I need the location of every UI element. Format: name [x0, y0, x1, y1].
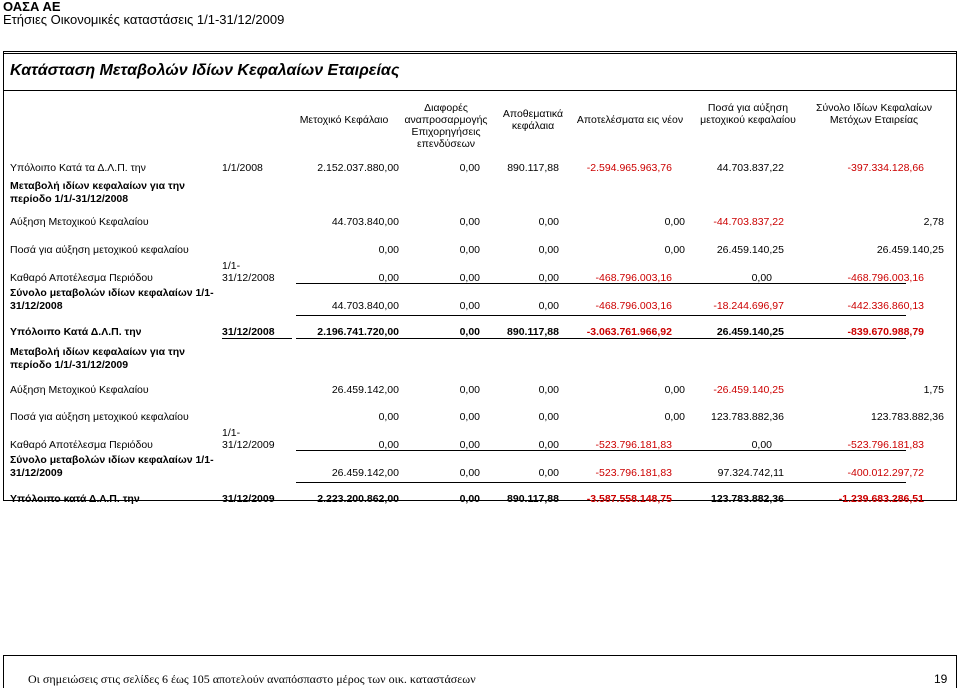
document-subtitle: Ετήσιες Οικονομικές καταστάσεις 1/1-31/12/2009: [3, 12, 285, 27]
document-header: [3, 0, 284, 26]
col-header-reserves: Αποθεματικά κεφάλαια: [502, 108, 564, 132]
col-header-share-capital: Μετοχικό Κεφάλαιο: [299, 114, 389, 126]
footer-note: Οι σημειώσεις στις σελίδες 6 έως 105 αποτελούν αναπόσπαστο μέρος των οικ. καταστάσεων: [28, 672, 476, 686]
col-header-total-equity: Σύνολο Ιδίων Κεφαλαίων Μετόχων Εταιρείας: [816, 102, 932, 126]
col-header-revaluation: Διαφορές αναπροσαρμογής Επιχορηγήσεις επενδύσεων: [404, 102, 488, 150]
col-header-retained-earnings: Αποτελέσματα εις νέον: [576, 114, 684, 126]
col-header-capital-increase: Ποσά για αύξηση μετοχικού κεφαλαίου: [700, 102, 796, 126]
statement-title: Κατάσταση Μεταβολών Ιδίων Κεφαλαίων Εταιρείας: [10, 62, 400, 79]
page-number: 19: [934, 672, 948, 686]
company-name: ΟΑΣΑ ΑΕ: [3, 0, 61, 14]
statement-table: Κατάσταση Μεταβολών Ιδίων Κεφαλαίων Εταιρείας Μετοχικό Κεφάλαιο Διαφορές αναπροσαρμογής Επιχορηγήσεις επενδύσεων Αποθεματικά κεφάλαια Αποτελέσματα εις νέον Ποσά για αύξηση μετοχικού κεφαλαίου Σύνολο Ιδίων Κεφαλαίων Μετόχων Εταιρείας Υπόλοιπο Κατά τα Δ.Λ.Π. την 1/1/2008 2.152.037.880,00 0,00 890.117,88 -2.594.965.963,76 44.703.837,22 -397.334.128,66 Μεταβολή ιδίων κεφαλαίων για την περίοδο 1/1/-31/12/2008 Αύξηση Μετοχικού Κεφαλαίου 44.703.840,00 0,00 0,00 0,00 -44.703.837,22 2,78 Ποσά για αύξηση μετοχικού κεφαλαίου 0,00 0,00 0,00 0,00 26.459.140,25 26.459.140,25 Καθαρό Αποτέλεσμα Περιόδου 1/1-31/12/2008 0,00 0,00 0,00 -468.796.003,16 0,00 -468.796.003,16 Σύνολο μεταβολών ιδίων κεφαλαίων 1/1-31/12/2008 44.703.840,00 0,00 0,00 -468.796.003,16 -18.244.696,97 -442.336.860,13 Υπόλοιπο Κατά Δ.Λ.Π. την 31/12/2008 2.196.741.720,00 0,00 890.117,88 -3.063.761.966,92 26.459.140,25 -839.670.988,79 Μεταβολή ιδίων κεφαλαίων για την περίοδο 1/1/-31/12/2009 Αύξηση Μετοχικού Κεφαλαίου 26.459.142,00 0,00 0,00 0,00 -26.459.140,25 1,75 Ποσά για αύξηση μετοχικού κεφαλαίου 0,00 0,00 0,00 0,00 123.783.882,36 123.783.882,36 Καθαρό Αποτέλεσμα Περιόδου 1/1-31/12/2009 0,00 0,00 0,00 -523.796.181,83 0,00 -523.796.181,83 Σύνολο μεταβολών ιδίων κεφαλαίων 1/1-31/12/2009 26.459.142,00 0,00 0,00 -523.796.181,83 97.324.742,11 -400.012.297,72 Υπόλοιπο κατά Δ.Λ.Π. την 31/12/2009 2.223.200.862,00 0,00 890.117,88 -3.587.558.148,75 123.783.882,36 -1.239.683.286,51: [3, 51, 957, 501]
